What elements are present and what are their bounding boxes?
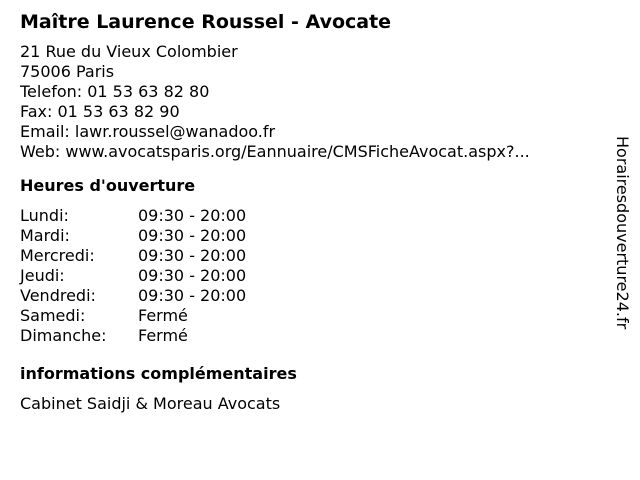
page-title: Maître Laurence Roussel - Avocate <box>20 11 392 33</box>
day-label: Vendredi: <box>20 286 96 305</box>
hours-row <box>20 226 246 246</box>
street-address: 21 Rue du Vieux Colombier <box>20 42 238 61</box>
day-hours: 09:30 - 20:00 <box>138 246 247 265</box>
website-url: Web: www.avocatsparis.org/Eannuaire/CMSFicheAvocat.aspx?... <box>20 142 530 161</box>
city-postcode: 75006 Paris <box>20 62 115 81</box>
phone-number: Telefon: 01 53 63 82 80 <box>20 82 210 101</box>
hours-row <box>20 326 246 346</box>
site-watermark: Horairesdouverture24.fr <box>613 136 632 330</box>
opening-hours-table <box>20 206 246 346</box>
hours-row <box>20 266 246 286</box>
address-block <box>20 42 600 162</box>
business-card <box>20 10 600 414</box>
fax-number: Fax: 01 53 63 82 90 <box>20 102 180 121</box>
day-hours: 09:30 - 20:00 <box>138 206 247 225</box>
day-label: Lundi: <box>20 206 69 225</box>
day-label: Jeudi: <box>20 266 65 285</box>
hours-row <box>20 246 246 266</box>
day-hours: 09:30 - 20:00 <box>138 226 247 245</box>
day-hours: Fermé <box>138 306 188 325</box>
info-text: Cabinet Saidji & Moreau Avocats <box>20 394 281 413</box>
hours-row <box>20 286 246 306</box>
day-label: Samedi: <box>20 306 86 325</box>
day-hours: 09:30 - 20:00 <box>138 286 247 305</box>
day-hours: 09:30 - 20:00 <box>138 266 247 285</box>
info-heading: informations complémentaires <box>20 364 297 383</box>
day-label: Dimanche: <box>20 326 107 345</box>
hours-row <box>20 206 246 226</box>
hours-row <box>20 306 246 326</box>
email-address: Email: lawr.roussel@wanadoo.fr <box>20 122 276 141</box>
watermark-container <box>612 136 632 346</box>
day-hours: Fermé <box>138 326 188 345</box>
hours-heading: Heures d'ouverture <box>20 176 196 195</box>
day-label: Mardi: <box>20 226 70 245</box>
day-label: Mercredi: <box>20 246 95 265</box>
